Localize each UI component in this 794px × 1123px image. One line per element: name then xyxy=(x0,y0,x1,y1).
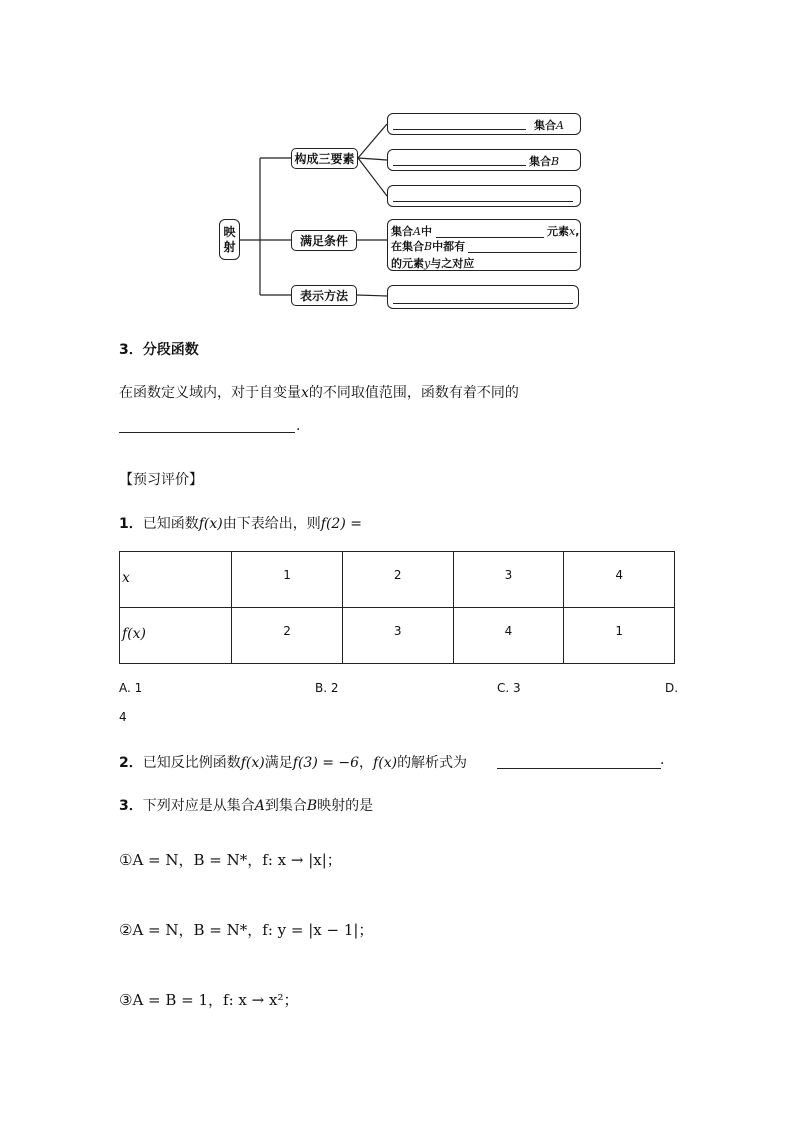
condition-line-2: 在集合B中都有 xyxy=(391,240,466,253)
blank-set-b xyxy=(393,165,526,166)
mapping-item-3: ③A = B = 1，f: x → x²； xyxy=(119,991,299,1009)
mindmap-root xyxy=(219,219,240,260)
mindmap-leaf-rule xyxy=(387,185,581,207)
table-cell: 3 xyxy=(342,608,453,664)
condition-line-1-end: 元素x, xyxy=(547,225,580,238)
table-cell: 3 xyxy=(453,552,564,608)
table-cell: 2 xyxy=(232,608,343,664)
piecewise-period: . xyxy=(296,418,301,434)
mindmap-root-char-2: 射 xyxy=(223,239,236,254)
blank-set-a xyxy=(393,129,526,130)
blank-analytic-expression xyxy=(497,768,661,769)
blank-methods xyxy=(393,303,573,304)
table-cell: 1 xyxy=(232,552,343,608)
option-d: D. xyxy=(665,681,679,695)
mindmap-root-char-1: 映 xyxy=(223,224,236,239)
condition-line-1: 集合A中 xyxy=(391,225,432,238)
question-1: 1．已知函数f(x)由下表给出，则f(2) = xyxy=(119,516,362,532)
option-a: A. 1 xyxy=(119,681,143,695)
label-set-b: 集合B xyxy=(529,155,560,168)
condition-line-3: 的元素y与之对应 xyxy=(391,257,475,270)
table-cell: 2 xyxy=(342,552,453,608)
question-2-period: . xyxy=(660,752,665,768)
section-heading-piecewise: 3．分段函数 xyxy=(119,342,199,358)
table-row xyxy=(120,608,675,664)
mindmap-branch-conditions: 满足条件 xyxy=(291,230,357,251)
mapping-item-1: ①A = N，B = N*，f: x → |x|； xyxy=(119,851,342,869)
table-row-head-x: x xyxy=(120,552,232,608)
table-cell: 1 xyxy=(564,608,675,664)
label-set-a: 集合A xyxy=(534,119,564,132)
option-d-value: 4 xyxy=(119,710,127,724)
mapping-item-2: ②A = N，B = N*，f: y = |x − 1|； xyxy=(119,921,374,939)
mindmap-leaf-methods xyxy=(387,285,579,309)
piecewise-definition: 在函数定义域内，对于自变量x的不同取值范围，函数有着不同的 xyxy=(119,385,519,401)
table-row-head-fx: f(x) xyxy=(120,608,232,664)
review-heading: 【预习评价】 xyxy=(119,472,203,488)
blank-piecewise xyxy=(119,432,295,433)
question-3: 3．下列对应是从集合A到集合B映射的是 xyxy=(119,798,374,814)
blank-rule xyxy=(393,201,573,202)
condition-underline-2 xyxy=(468,252,577,253)
option-b: B. 2 xyxy=(315,681,339,695)
question-2: 2．已知反比例函数f(x)满足f(3) = −6，f(x)的解析式为 xyxy=(119,755,468,771)
table-row xyxy=(120,552,675,608)
option-c: C. 3 xyxy=(497,681,521,695)
mindmap-branch-representation: 表示方法 xyxy=(291,285,357,306)
table-cell: 4 xyxy=(564,552,675,608)
mindmap-branch-elements: 构成三要素 xyxy=(291,148,358,169)
function-table xyxy=(119,551,675,664)
table-cell: 4 xyxy=(453,608,564,664)
